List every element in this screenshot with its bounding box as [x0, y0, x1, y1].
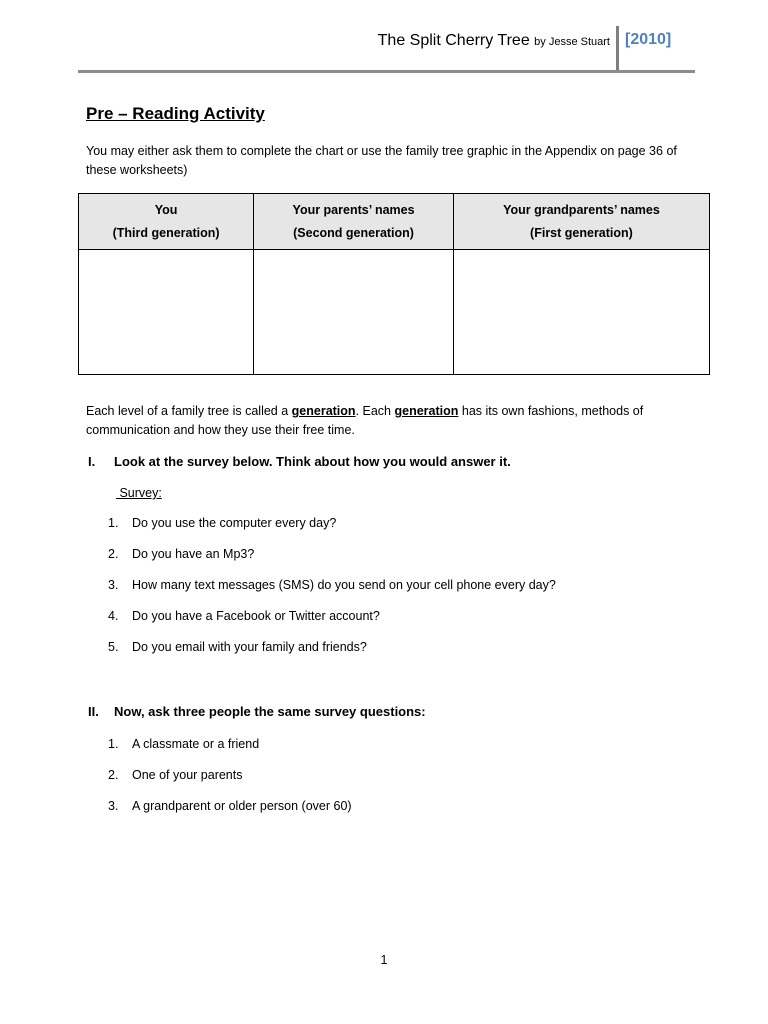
page-header — [78, 24, 695, 70]
table-header-row — [79, 194, 710, 250]
list-item — [108, 768, 352, 799]
section-number: I. — [88, 454, 96, 469]
item-text: A classmate or a friend — [132, 737, 260, 751]
paragraph-text: . Each — [355, 404, 395, 418]
column-header-you — [79, 194, 254, 250]
item-text: Do you use the computer every day? — [132, 516, 337, 530]
byline-text: by Jesse Stuart — [534, 36, 610, 48]
item-text: How many text messages (SMS) do you send on your cell phone every day? — [132, 578, 556, 592]
survey-label: Survey: — [116, 486, 162, 500]
section-one-heading — [88, 454, 511, 469]
item-text: One of your parents — [132, 768, 243, 782]
page-number: 1 — [380, 953, 388, 967]
table-cell-parents[interactable] — [254, 250, 454, 375]
intro-text: You may either ask them to complete the chart or use the family tree graphic in the Appendix on page 36 of these worksheets) — [86, 144, 677, 177]
list-item — [108, 737, 352, 768]
item-number: 1. — [108, 516, 119, 530]
generation-paragraph — [86, 402, 706, 440]
item-number: 3. — [108, 799, 119, 813]
list-item — [108, 640, 556, 671]
item-number: 5. — [108, 640, 119, 654]
section-heading: Pre – Reading Activity — [86, 104, 265, 123]
item-number: 1. — [108, 737, 119, 751]
column-header-line1: You — [154, 202, 178, 217]
column-header-line2: (First generation) — [530, 225, 633, 240]
column-header-line1: Your grandparents’ names — [503, 202, 660, 217]
table-cell-you[interactable] — [79, 250, 254, 375]
header-horizontal-divider — [78, 70, 695, 73]
section-text: Look at the survey below. Think about how you would answer it. — [114, 454, 511, 469]
section-number: II. — [88, 704, 99, 719]
item-text: A grandparent or older person (over 60) — [132, 799, 352, 813]
section-two-heading — [88, 704, 426, 719]
generation-term: generation — [291, 404, 356, 418]
generation-term: generation — [394, 404, 459, 418]
document-title — [378, 32, 610, 50]
list-item — [108, 609, 556, 640]
survey-list — [108, 516, 556, 671]
item-text: Do you email with your family and friends? — [132, 640, 367, 654]
item-text: Do you have a Facebook or Twitter account? — [132, 609, 380, 623]
item-number: 3. — [108, 578, 119, 592]
item-number: 2. — [108, 547, 119, 561]
paragraph-text: has its own fashions, methods of communication and how they use their free time. — [86, 404, 644, 437]
people-list — [108, 737, 352, 830]
title-text: The Split Cherry Tree — [377, 32, 530, 49]
item-number: 2. — [108, 768, 119, 782]
table-row — [79, 250, 710, 375]
column-header-line2: (Second generation) — [293, 225, 414, 240]
column-header-grandparents — [453, 194, 709, 250]
section-text: Now, ask three people the same survey questions: — [114, 704, 426, 719]
item-text: Do you have an Mp3? — [132, 547, 255, 561]
list-item — [108, 547, 556, 578]
item-number: 4. — [108, 609, 119, 623]
family-tree-table — [78, 193, 710, 375]
paragraph-text: Each level of a family tree is called a — [86, 404, 292, 418]
header-year: [2010] — [625, 31, 672, 48]
header-vertical-divider — [616, 26, 619, 70]
list-item — [108, 516, 556, 547]
table-cell-grandparents[interactable] — [453, 250, 709, 375]
column-header-line1: Your parents’ names — [292, 202, 415, 217]
list-item — [108, 578, 556, 609]
list-item — [108, 799, 352, 830]
column-header-parents — [254, 194, 454, 250]
column-header-line2: (Third generation) — [112, 225, 220, 240]
